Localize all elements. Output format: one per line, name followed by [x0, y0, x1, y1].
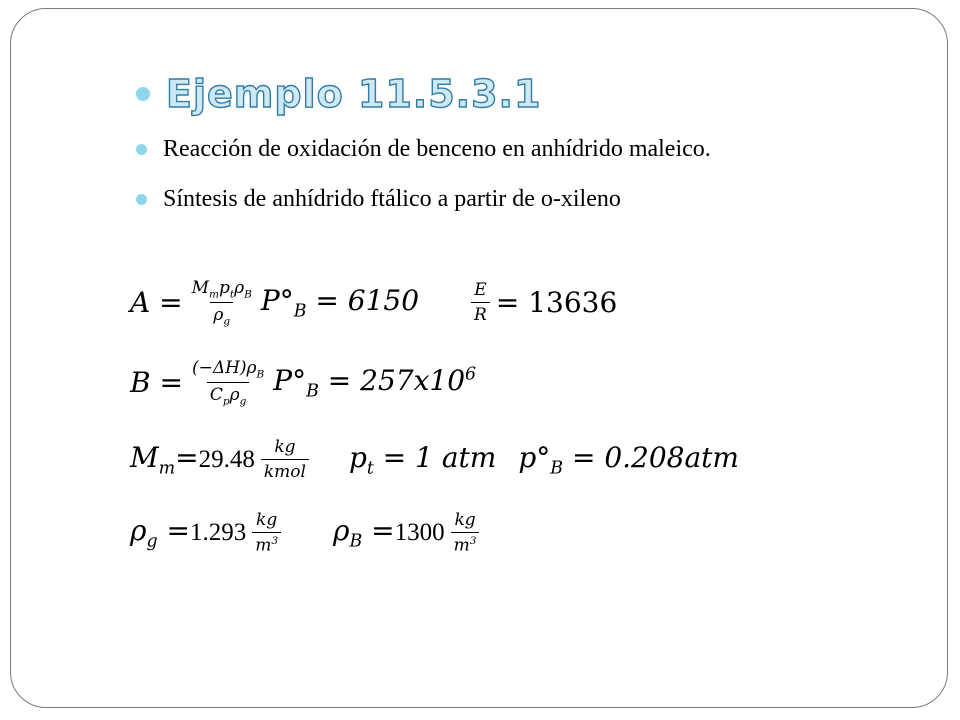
eq4-rho-g-value: 1.293: [189, 518, 247, 546]
bullet-dot: [136, 194, 147, 205]
eq4-rho-g-unit-den: $m^3$: [252, 532, 281, 556]
equation-line-2: [130, 358, 476, 408]
eq3-pt: $p_t = 1$ atm: [348, 440, 497, 479]
eq2-term: $P^\circ_B = 257x10^6$: [273, 364, 477, 402]
eq4-rho-g-unit-num: kg: [256, 510, 278, 530]
title-row: [136, 72, 541, 116]
eq1-fraction: [189, 278, 255, 328]
eq3-unit-num: kg: [274, 437, 296, 457]
eq3-unit-den: kmol: [261, 459, 309, 482]
eq3-pB: $p^\circ_B = 0.208atm$: [518, 440, 739, 479]
eq4-rho-B-unit: [451, 510, 480, 556]
eq2-denominator: $C_p\rho_g$: [207, 382, 250, 407]
eq1-numerator: $M_mp_t\rho_B$: [191, 278, 252, 301]
bullet-text: Reacción de oxidación de benceno en anhídrido maleico.: [163, 136, 711, 162]
equation-line-1: [130, 278, 617, 328]
eq3-value: 29.48: [198, 445, 255, 473]
eq4-rho-B-value: 1300: [394, 518, 445, 546]
eq3-unit: [261, 437, 309, 482]
eq1-lhs: A =: [130, 286, 183, 320]
eq4-rho-B-unit-num: kg: [454, 510, 476, 530]
eq1-fraction-2: [471, 280, 490, 325]
eq2-lhs: B =: [130, 366, 183, 400]
bullet-item-2: [136, 186, 621, 213]
eq1-frac2-den: R: [471, 302, 490, 325]
eq1-frac2-num: E: [474, 280, 487, 301]
bullet-item-1: [136, 136, 711, 163]
title-bullet: [136, 87, 150, 101]
equation-line-3: [130, 437, 739, 482]
eq2-fraction: [189, 358, 267, 408]
eq3-lhs: $M_m=$: [130, 440, 199, 479]
eq1-term: $P^\circ_B = 6150$: [260, 284, 420, 322]
eq1-term-2: = 13636: [495, 286, 618, 320]
eq2-numerator: $(-\Delta H)\rho_B$: [191, 358, 265, 381]
bullet-dot: [136, 144, 147, 155]
eq1-denominator: $\rho_g$: [210, 302, 233, 327]
eq4-rho-B-lhs: $\rho_B$ =: [333, 514, 395, 552]
bullet-text: Síntesis de anhídrido ftálico a partir de o-xileno: [163, 186, 621, 212]
slide-title: Ejemplo 11.5.3.1: [166, 72, 542, 116]
eq4-rho-B-unit-den: $m^3$: [451, 532, 480, 556]
eq4-rho-g-lhs: $\rho_g$ =: [130, 514, 190, 552]
eq4-rho-g-unit: [252, 510, 281, 556]
equation-line-4: [130, 510, 485, 556]
